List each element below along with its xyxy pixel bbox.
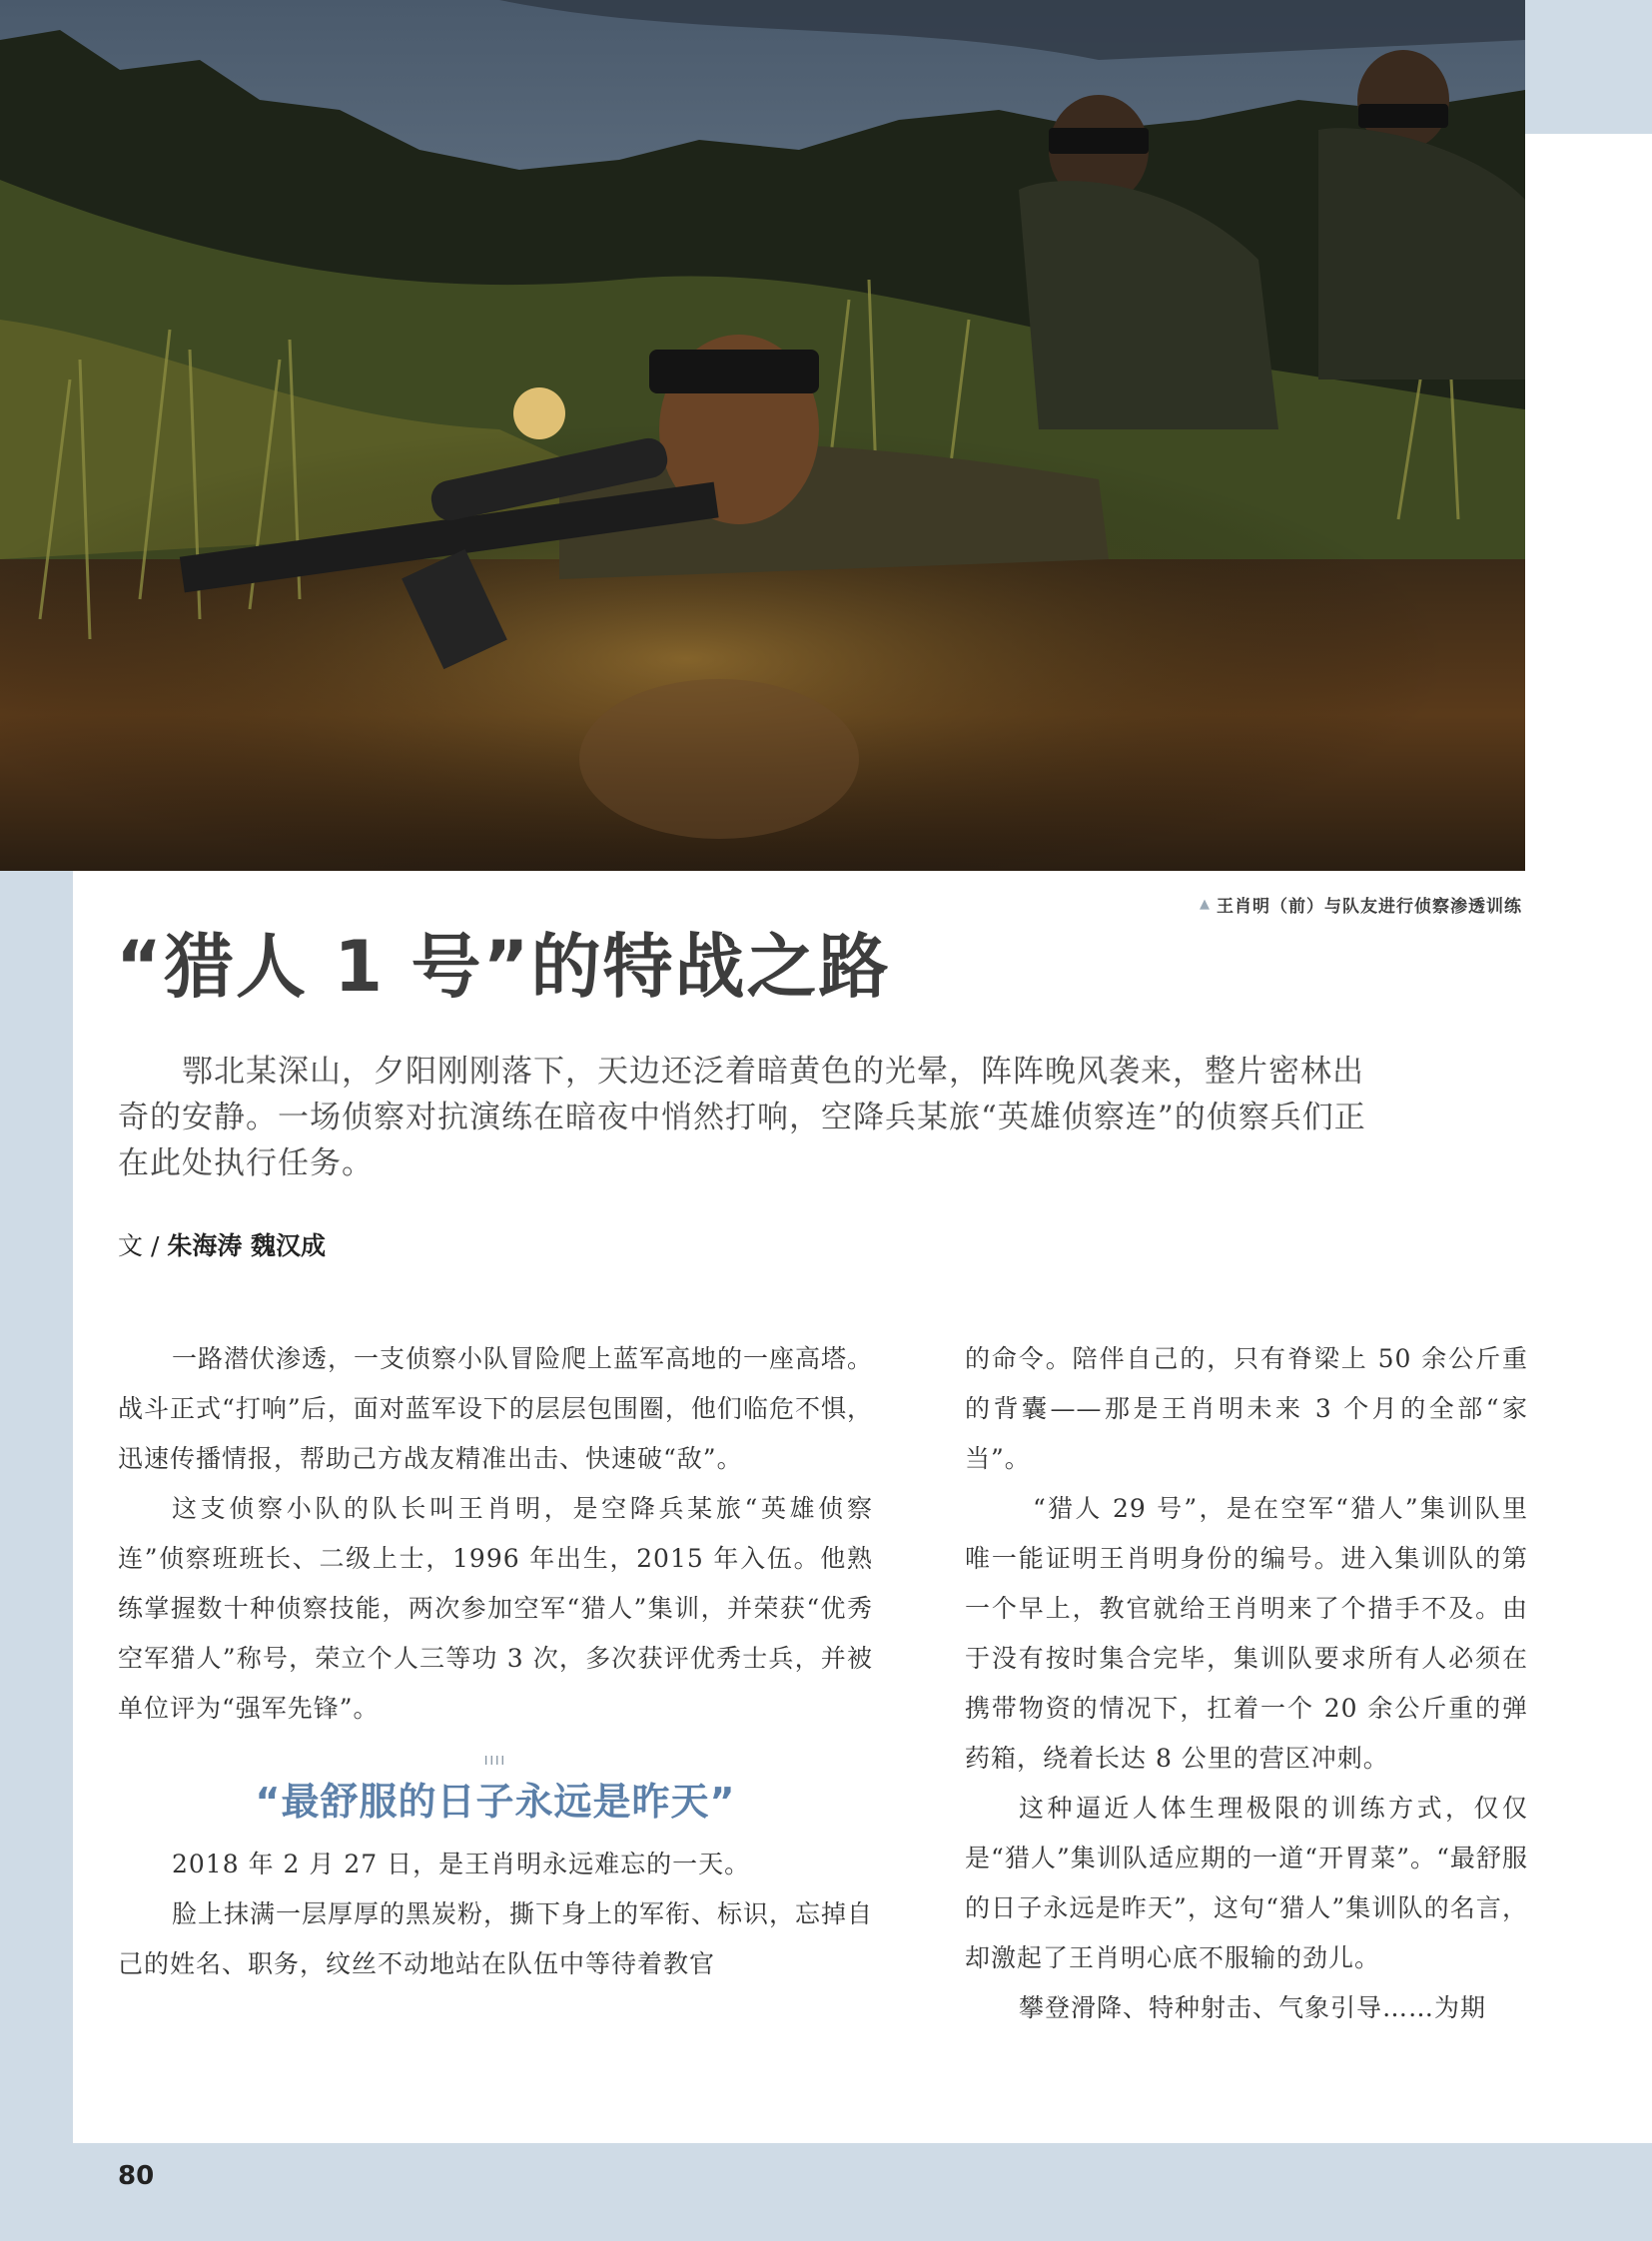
body-paragraph: 一路潜伏渗透，一支侦察小队冒险爬上蓝军高地的一座高塔。战斗正式“打响”后，面对蓝军设下的层层包围圈，他们临危不惧，迅速传播情报，帮助己方战友精准出击、快速破“敌”。	[118, 1344, 874, 1473]
photo-caption	[1200, 892, 1522, 917]
body-paragraph: 攀登滑降、特种射击、气象引导……为期	[1019, 1993, 1487, 2022]
caption-triangle-icon: ▲	[1200, 897, 1211, 912]
body-column-left	[118, 1334, 873, 1989]
subhead-block	[118, 1750, 873, 1832]
feature-photo	[0, 0, 1525, 871]
subhead-ornament: IIII	[483, 1754, 507, 1768]
page-number: 80	[118, 2161, 155, 2191]
caption-text: 王肖明（前）与队友进行侦察渗透训练	[1217, 897, 1522, 917]
subhead: “最舒服的日子永远是昨天”	[255, 1780, 736, 1824]
body-paragraph: “猎人 29 号”，是在空军“猎人”集训队里唯一能证明王肖明身份的编号。进入集训队的第一个早上，教官就给王肖明来了个措手不及。由于没有按时集合完毕，集训队要求所有人必须在携带物资的情况下，扛着一个 20 余公斤重的弹药箱，绕着长达 8 公里的营区冲刺。	[965, 1494, 1528, 1773]
byline	[118, 1226, 326, 1262]
byline-label: 文 /	[118, 1231, 168, 1260]
page-frame-bottom	[0, 2143, 1652, 2241]
article-lead: 鄂北某深山，夕阳刚刚落下，天边还泛着暗黄色的光晕，阵阵晚风袭来，整片密林出奇的安静。一场侦察对抗演练在暗夜中悄然打响，空降兵某旅“英雄侦察连”的侦察兵们正在此处执行任务。	[118, 1054, 1366, 1181]
byline-authors: 朱海涛 魏汉成	[167, 1231, 327, 1260]
body-column-right	[965, 1334, 1528, 2033]
body-paragraph: 脸上抹满一层厚厚的黑炭粉，撕下身上的军衔、标识，忘掉自己的姓名、职务，纹丝不动地站在队伍中等待着教官	[118, 1899, 874, 1978]
body-paragraph: 的命令。陪伴自己的，只有脊梁上 50 余公斤重的背囊——那是王肖明未来 3 个月的全部“家当”。	[965, 1344, 1528, 1473]
page-frame-left	[0, 871, 73, 2241]
article-title: “猎人 1 号”的特战之路	[116, 926, 891, 1008]
body-paragraph: 2018 年 2 月 27 日，是王肖明永远难忘的一天。	[172, 1850, 751, 1878]
body-paragraph: 这种逼近人体生理极限的训练方式，仅仅是“猎人”集训队适应期的一道“开胃菜”。“最舒服的日子永远是昨天”，这句“猎人”集训队的名言，却激起了王肖明心底不服输的劲儿。	[965, 1794, 1528, 1972]
body-paragraph: 这支侦察小队的队长叫王肖明，是空降兵某旅“英雄侦察连”侦察班班长、二级上士，1996 年出生，2015 年入伍。他熟练掌握数十种侦察技能，两次参加空军“猎人”集训，并荣获“优秀空军猎人”称号，荣立个人三等功 3 次，多次获评优秀士兵，并被单位评为“强军先锋”。	[118, 1494, 873, 1723]
page-frame-top-right	[1525, 0, 1652, 134]
